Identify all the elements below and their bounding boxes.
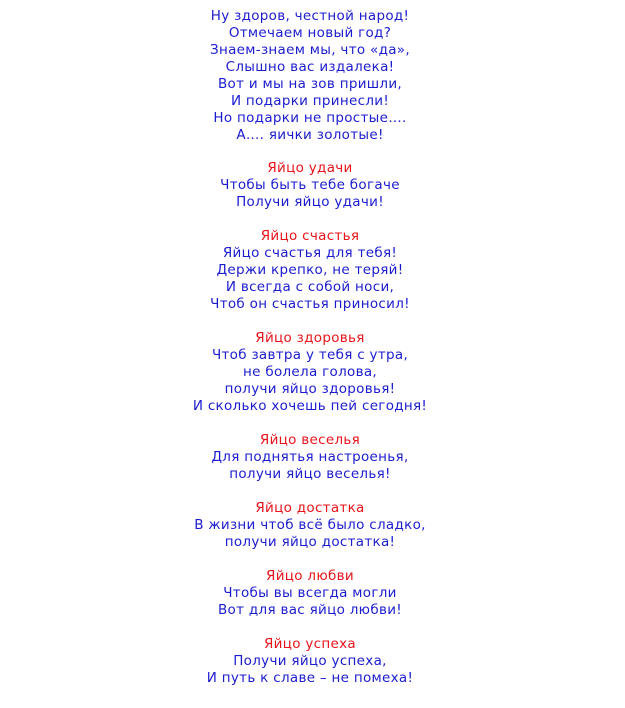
intro-line: Ну здоров, честной народ! [210,8,410,24]
stanza-title: Яйцо достатка [255,500,365,516]
intro-line: А…. яички золотые! [236,127,384,143]
stanza-line: получи яйцо здоровья! [224,381,396,397]
stanza-title: Яйцо здоровья [255,330,365,346]
stanza-line: не болела голова, [243,364,377,380]
intro-line: Отмечаем новый год? [228,25,392,41]
stanza-title: Яйцо любви [266,568,354,584]
stanza-health [0,330,620,415]
stanza-luck [0,160,620,211]
stanza-line: Держи крепко, не теряй! [216,262,404,278]
stanza-title: Яйцо веселья [259,432,361,448]
stanza-line: Чтобы быть тебе богаче [220,177,400,193]
stanza-line: И всегда с собой носи, [225,279,395,295]
stanza-line: В жизни чтоб всё было сладко, [194,517,426,533]
stanza-line: получи яйцо веселья! [229,466,391,482]
stanza-line: Чтоб он счастья приносил! [210,296,410,312]
stanza-happiness [0,228,620,313]
intro-line: Но подарки не простые…. [213,110,407,126]
stanza-line: Чтоб завтра у тебя с утра, [211,347,409,363]
poem [0,8,620,704]
stanza-line: И сколько хочешь пей сегодня! [192,398,428,414]
stanza-title: Яйцо удачи [267,160,353,176]
stanza-line: Получи яйцо удачи! [236,194,384,210]
stanza-line: Вот для вас яйцо любви! [218,602,402,618]
stanza-title: Яйцо счастья [260,228,360,244]
stanza-success [0,636,620,687]
stanza-fun [0,432,620,483]
stanza-line: Получи яйцо успеха, [233,653,387,669]
intro-stanza [0,8,620,144]
stanza-title: Яйцо успеха [264,636,356,652]
stanza-line: И путь к славе – не помеха! [206,670,414,686]
intro-line: И подарки принесли! [230,93,390,109]
stanza-line: Для поднятья настроенья, [211,449,409,465]
intro-line: Вот и мы на зов пришли, [217,76,403,92]
intro-line: Слышно вас издалека! [225,59,395,75]
stanza-line: Чтобы вы всегда могли [223,585,397,601]
stanza-line: получи яйцо достатка! [224,534,396,550]
intro-line: Знаем-знаем мы, что «да», [210,42,410,58]
stanza-prosperity [0,500,620,551]
stanza-line: Яйцо счастья для тебя! [222,245,398,261]
stanza-love [0,568,620,619]
